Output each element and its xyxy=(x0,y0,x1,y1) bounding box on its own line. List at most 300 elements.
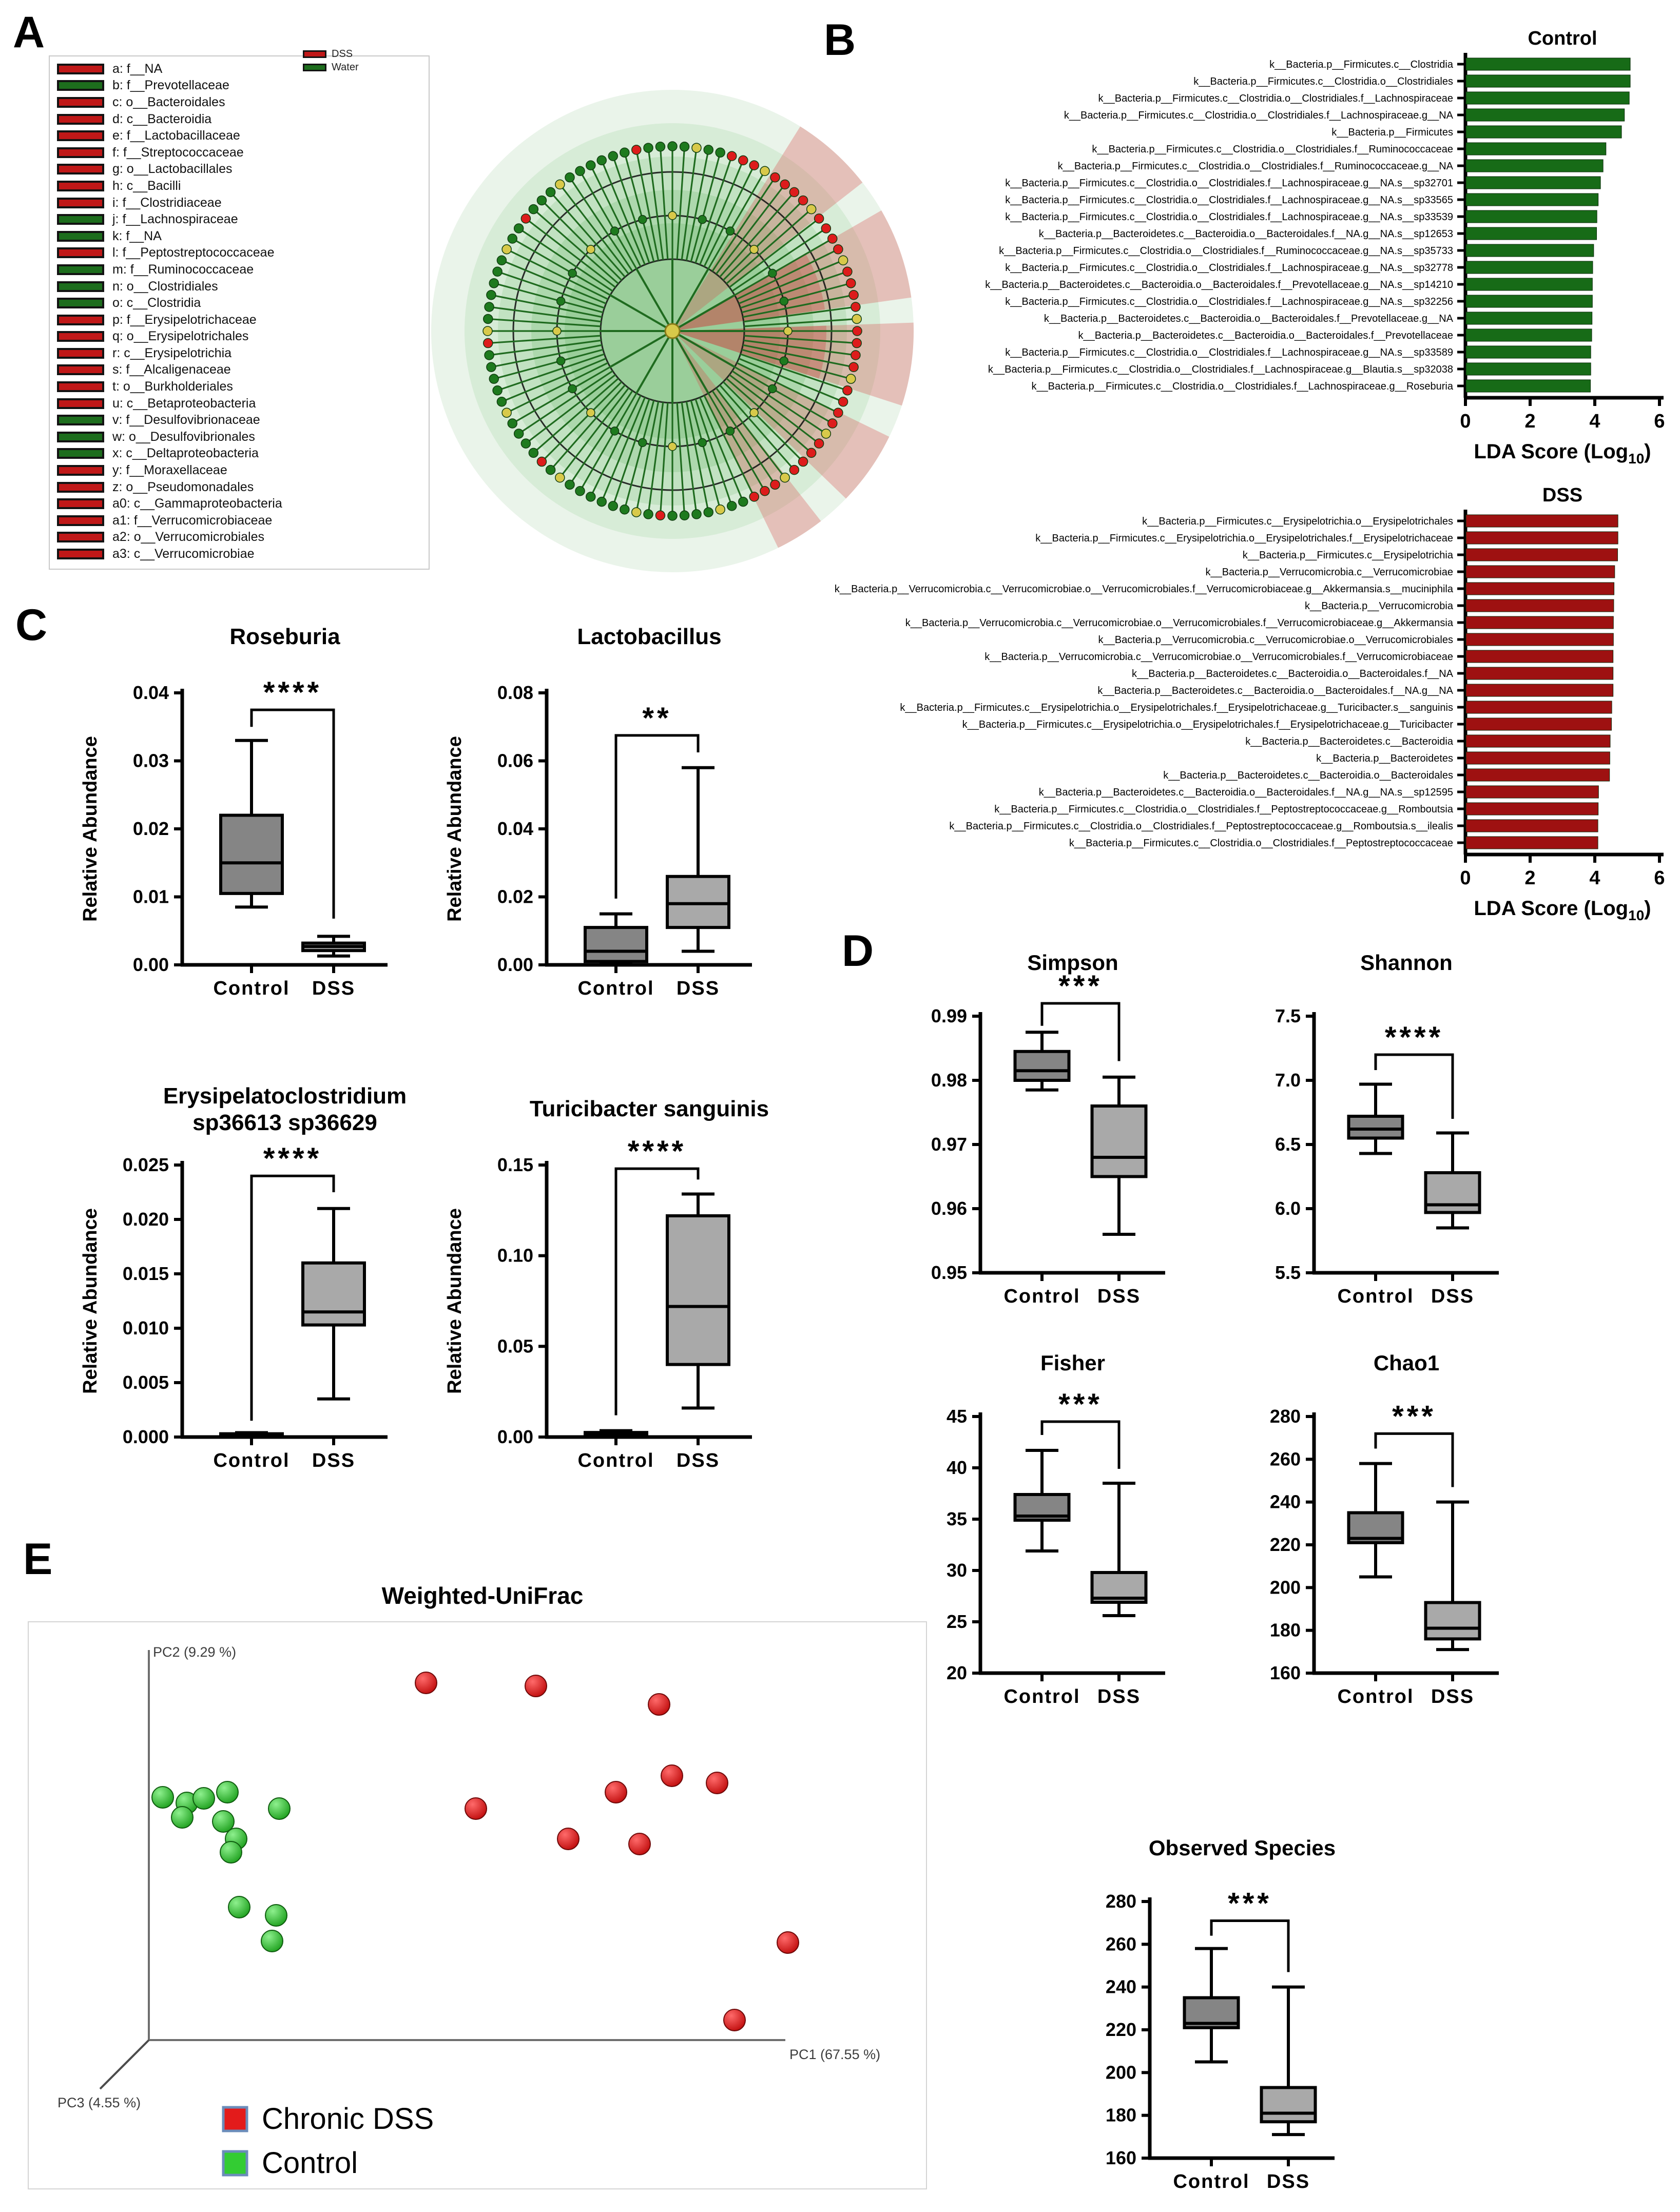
boxplot-ylabel: Relative Abundance xyxy=(444,736,466,922)
taxa-label: x: c__Deltaproteobacteria xyxy=(112,446,259,461)
clad-legend-item xyxy=(303,47,359,61)
lda-bar xyxy=(1466,109,1625,121)
boxplot-shannon xyxy=(1206,939,1514,1340)
taxa-legend-item xyxy=(57,245,429,262)
lda-row-label: k__Bacteria.p__Firmicutes.c__Clostridia.o__Clostridiales.f__Peptostreptococcaceae.g__Romboutsia xyxy=(994,804,1453,815)
group-label: DSS xyxy=(1266,2171,1310,2192)
boxplot-title: Erysipelatoclostridium xyxy=(163,1083,407,1109)
lda-row-label: k__Bacteria.p__Firmicutes.c__Clostridia.o__Clostridiales.f__Lachnospiraceae.g__NA.s__sp32701 xyxy=(1005,178,1453,189)
taxa-swatch-icon xyxy=(57,64,104,74)
pcoa-point-dss xyxy=(465,1798,487,1819)
taxa-swatch-icon xyxy=(57,482,104,493)
taxa-legend-item xyxy=(57,512,429,529)
lda-bar xyxy=(1466,532,1618,544)
svg-text:280: 280 xyxy=(1269,1406,1301,1427)
lda-bar xyxy=(1466,735,1610,747)
pcoa-pc3-label: PC3 (4.55 %) xyxy=(57,2095,141,2110)
boxplot-turicibacter xyxy=(431,1083,769,1501)
svg-text:0.05: 0.05 xyxy=(497,1335,533,1357)
boxplot-ylabel: Relative Abundance xyxy=(444,1208,466,1394)
taxa-label: e: f__Lactobacillaceae xyxy=(112,128,240,143)
boxplot-ylabel: Relative Abundance xyxy=(80,1208,101,1394)
boxplot-roseburia xyxy=(67,611,395,1029)
taxa-label: w: o__Desulfovibrionales xyxy=(112,429,255,444)
svg-text:LDA Score (Log10): LDA Score (Log$_{10}$) xyxy=(1474,897,1651,923)
group-label: DSS xyxy=(1431,1286,1475,1307)
taxa-label: a0: c__Gammaproteobacteria xyxy=(112,496,282,511)
lda-bar xyxy=(1466,616,1613,629)
box-dss xyxy=(1426,1603,1480,1639)
taxa-label: g: o__Lactobacillales xyxy=(112,162,233,177)
svg-text:0.005: 0.005 xyxy=(122,1372,169,1393)
lda-bar xyxy=(1466,650,1613,663)
boxplot-title: Chao1 xyxy=(1373,1351,1440,1375)
pcoa-legend-swatch-icon xyxy=(223,2151,247,2175)
svg-text:0.98: 0.98 xyxy=(931,1070,967,1091)
taxa-swatch-icon xyxy=(57,198,104,208)
svg-text:280: 280 xyxy=(1105,1891,1136,1912)
taxa-label: z: o__Pseudomonadales xyxy=(112,479,254,494)
pcoa-point-dss xyxy=(605,1781,627,1803)
svg-text:240: 240 xyxy=(1269,1491,1301,1512)
lda-row-label: k__Bacteria.p__Verrucomicrobia.c__Verrucomicrobiae xyxy=(1205,567,1453,578)
boxplot-chao1 xyxy=(1206,1340,1514,1740)
lda-row-label: k__Bacteria.p__Firmicutes.c__Clostridia.o__Clostridiales.f__Lachnospiraceae.g__NA.s__sp32778 xyxy=(1005,262,1453,274)
svg-text:LDA Score (Log10): LDA Score (Log$_{10}$) xyxy=(1474,440,1651,467)
boxplot-erysipelatoclostridium xyxy=(67,1083,407,1501)
lda-bar xyxy=(1466,363,1591,375)
taxa-swatch-icon xyxy=(57,515,104,526)
pcoa-point-control xyxy=(171,1807,193,1828)
lda-bar xyxy=(1466,566,1615,578)
svg-text:0.02: 0.02 xyxy=(132,818,169,839)
svg-text:25: 25 xyxy=(946,1611,967,1632)
svg-text:20: 20 xyxy=(946,1662,967,1683)
lda-row-label: k__Bacteria.p__Firmicutes.c__Erysipelotrichia.o__Erysipelotrichales.f__Erysipelotrichaceae xyxy=(1035,533,1453,544)
lda-bar xyxy=(1466,718,1612,730)
svg-text:0.97: 0.97 xyxy=(931,1134,967,1155)
box-control xyxy=(585,927,647,961)
taxa-legend-item xyxy=(57,462,429,479)
taxa-swatch-icon xyxy=(57,97,104,108)
svg-text:35: 35 xyxy=(946,1508,967,1529)
svg-text:260: 260 xyxy=(1269,1448,1301,1470)
lda-bar xyxy=(1466,549,1617,561)
svg-text:0.10: 0.10 xyxy=(497,1245,533,1266)
taxa-legend-item xyxy=(57,111,429,128)
lda-bar xyxy=(1466,786,1598,798)
svg-text:0: 0 xyxy=(1460,411,1471,432)
taxa-legend-item xyxy=(57,546,429,562)
pcoa-point-dss xyxy=(724,2009,745,2031)
group-label: Control xyxy=(577,1450,654,1471)
box-dss xyxy=(1092,1106,1146,1177)
taxa-label: l: f__Peptostreptococcaceae xyxy=(112,245,275,260)
group-label: DSS xyxy=(1097,1686,1141,1707)
boxplot-simpson xyxy=(873,939,1181,1340)
clad-legend-item xyxy=(303,61,359,74)
lda-row-label: k__Bacteria.p__Firmicutes.c__Clostridia.o__Clostridiales.f__Lachnospiraceae.g__Roseburia xyxy=(1031,381,1453,392)
lda-bar xyxy=(1466,295,1592,307)
lda-row-label: k__Bacteria.p__Firmicutes.c__Clostridia.o__Clostridiales.f__Lachnospiraceae.g__Blautia.s__sp32038 xyxy=(988,364,1453,375)
taxa-swatch-icon xyxy=(57,331,104,342)
taxa-swatch-icon xyxy=(57,80,104,91)
taxa-swatch-icon xyxy=(57,532,104,542)
svg-text:200: 200 xyxy=(1105,2062,1136,2083)
significance-stars: **** xyxy=(263,676,322,710)
svg-text:0.15: 0.15 xyxy=(497,1154,533,1175)
svg-text:0.04: 0.04 xyxy=(132,682,169,703)
lda-row-label: k__Bacteria.p__Firmicutes.c__Erysipelotrichia.o__Erysipelotrichales.f__Erysipelotrichaceae.g__Turicibacter xyxy=(962,719,1453,730)
lda-row-label: k__Bacteria.p__Firmicutes.c__Erysipelotrichia xyxy=(1242,550,1453,561)
taxa-swatch-icon xyxy=(57,231,104,242)
taxa-legend-item xyxy=(57,378,429,395)
taxa-swatch-icon xyxy=(57,298,104,308)
lda-bar xyxy=(1466,380,1591,392)
lda-bar xyxy=(1466,177,1600,189)
significance-stars: ** xyxy=(642,701,672,735)
taxa-legend-item xyxy=(57,144,429,161)
taxa-legend-item xyxy=(57,77,429,94)
lda-bar xyxy=(1466,752,1610,764)
box-dss xyxy=(667,877,729,927)
significance-stars: **** xyxy=(627,1135,687,1169)
taxa-legend-item xyxy=(57,529,429,546)
lda-row-label: k__Bacteria.p__Firmicutes.c__Clostridia.o__Clostridiales.f__Ruminococcaceae xyxy=(1092,144,1453,155)
lda-row-label: k__Bacteria.p__Verrucomicrobia xyxy=(1304,600,1453,612)
clad-legend-swatch-icon xyxy=(303,64,326,71)
pcoa-point-control xyxy=(220,1841,242,1863)
lda-row-label: k__Bacteria.p__Firmicutes xyxy=(1331,127,1453,138)
svg-text:0.02: 0.02 xyxy=(497,886,533,907)
lda-bar xyxy=(1466,803,1598,815)
pcoa-legend-label: Control xyxy=(262,2146,358,2180)
lda-row-label: k__Bacteria.p__Bacteroidetes.c__Bacteroidia.o__Bacteroidales.f__NA.g__NA.s__sp12653 xyxy=(1038,228,1453,240)
taxa-legend-item xyxy=(57,362,429,379)
taxa-swatch-icon xyxy=(57,549,104,559)
svg-text:0.08: 0.08 xyxy=(497,682,533,703)
taxa-legend-item xyxy=(57,178,429,195)
lda-bar xyxy=(1466,583,1614,595)
panel-label-d: D xyxy=(842,926,874,976)
taxa-legend-item xyxy=(57,278,429,295)
pcoa-legend-label: Chronic DSS xyxy=(262,2102,434,2136)
lda-bar xyxy=(1466,227,1597,240)
box-dss xyxy=(1426,1173,1480,1213)
lda-row-label: k__Bacteria.p__Firmicutes.c__Clostridia.o__Clostridiales.f__Lachnospiraceae.g__NA.s__sp33565 xyxy=(1005,195,1453,206)
lda-row-label: k__Bacteria.p__Bacteroidetes.c__Bacteroidia.o__Bacteroidales.f__Prevotellaceae xyxy=(1078,330,1453,341)
svg-text:6.0: 6.0 xyxy=(1275,1198,1301,1219)
lda-bar xyxy=(1466,820,1598,832)
pcoa-point-dss xyxy=(525,1675,547,1697)
taxa-label: b: f__Prevotellaceae xyxy=(112,78,229,93)
svg-text:7.0: 7.0 xyxy=(1275,1070,1301,1091)
pcoa-point-dss xyxy=(629,1833,650,1855)
svg-text:6: 6 xyxy=(1654,867,1665,889)
taxa-swatch-icon xyxy=(57,315,104,325)
cladogram-taxa-legend xyxy=(49,55,430,570)
boxplot-title: Observed Species xyxy=(1148,1836,1336,1860)
pcoa-point-control xyxy=(217,1781,238,1803)
taxa-label: u: c__Betaproteobacteria xyxy=(112,396,256,411)
lda-chart-dss xyxy=(708,485,1673,937)
svg-text:0.03: 0.03 xyxy=(132,750,169,771)
svg-text:0: 0 xyxy=(1460,867,1471,889)
lda-row-label: k__Bacteria.p__Firmicutes.c__Clostridia.o__Clostridiales xyxy=(1193,76,1453,87)
svg-text:0.00: 0.00 xyxy=(497,954,533,975)
taxa-swatch-icon xyxy=(57,164,104,174)
group-label: Control xyxy=(1173,2171,1250,2192)
taxa-label: t: o__Burkholderiales xyxy=(112,379,233,394)
pcoa-point-dss xyxy=(777,1932,799,1953)
svg-text:180: 180 xyxy=(1105,2104,1136,2126)
taxa-label: a2: o__Verrucomicrobiales xyxy=(112,530,264,545)
taxa-legend-item xyxy=(57,412,429,429)
group-label: DSS xyxy=(312,978,356,999)
cladogram-group-legend xyxy=(303,47,359,74)
lda-chart-control xyxy=(708,28,1673,480)
svg-text:7.5: 7.5 xyxy=(1275,1005,1301,1026)
svg-text:5.5: 5.5 xyxy=(1275,1262,1301,1283)
lda-row-label: k__Bacteria.p__Firmicutes.c__Clostridia.o__Clostridiales.f__Lachnospiraceae.g__NA xyxy=(1064,110,1453,121)
lda-bar xyxy=(1466,92,1629,104)
lda-row-label: k__Bacteria.p__Firmicutes.c__Clostridia.o__Clostridiales.f__Peptostreptococcaceae xyxy=(1069,838,1453,849)
pcoa-point-control xyxy=(228,1896,250,1918)
taxa-label: o: c__Clostridia xyxy=(112,296,201,311)
lda-row-label: k__Bacteria.p__Bacteroidetes.c__Bacteroidia xyxy=(1245,736,1453,747)
pcoa-legend-swatch-icon xyxy=(223,2107,247,2131)
significance-stars: *** xyxy=(1392,1400,1436,1433)
lda-bar xyxy=(1466,58,1630,70)
taxa-swatch-icon xyxy=(57,130,104,141)
pcoa-point-dss xyxy=(661,1765,683,1787)
svg-text:220: 220 xyxy=(1269,1534,1301,1555)
group-label: Control xyxy=(213,978,290,999)
svg-text:200: 200 xyxy=(1269,1577,1301,1598)
taxa-swatch-icon xyxy=(57,147,104,158)
lda-bar xyxy=(1466,278,1592,290)
lda-row-label: k__Bacteria.p__Bacteroidetes.c__Bacteroidia.o__Bacteroidales.f__Prevotellaceae.g__NA.s__sp14210 xyxy=(985,279,1453,290)
svg-text:260: 260 xyxy=(1105,1933,1136,1955)
pcoa-point-dss xyxy=(706,1772,728,1794)
pcoa-pc1-label: PC1 (67.55 %) xyxy=(789,2047,881,2062)
taxa-legend-item xyxy=(57,429,429,445)
lda-bar xyxy=(1466,515,1618,527)
svg-text:160: 160 xyxy=(1269,1662,1301,1683)
lda-bar xyxy=(1466,143,1606,155)
pcoa-point-control xyxy=(261,1930,283,1952)
panel-label-b: B xyxy=(824,15,856,65)
lda-bar xyxy=(1466,261,1593,274)
group-label: DSS xyxy=(676,1450,720,1471)
taxa-swatch-icon xyxy=(57,264,104,275)
svg-text:0.96: 0.96 xyxy=(931,1198,967,1219)
svg-text:2: 2 xyxy=(1524,411,1536,432)
lda-bar xyxy=(1466,667,1613,680)
lda-bar xyxy=(1466,684,1613,696)
lda-row-label: k__Bacteria.p__Firmicutes.c__Clostridia.o__Clostridiales.f__Lachnospiraceae.g__NA.s__sp32256 xyxy=(1005,296,1453,307)
lda-bar xyxy=(1466,312,1592,324)
taxa-legend-item xyxy=(57,161,429,178)
svg-text:2: 2 xyxy=(1524,867,1536,889)
significance-stars: *** xyxy=(1058,1388,1103,1421)
taxa-swatch-icon xyxy=(57,364,104,375)
taxa-legend-item xyxy=(57,312,429,328)
svg-text:240: 240 xyxy=(1105,1976,1136,1997)
taxa-label: p: f__Erysipelotrichaceae xyxy=(112,312,257,327)
box-control xyxy=(221,816,282,894)
lda-bar xyxy=(1466,599,1614,612)
svg-text:160: 160 xyxy=(1105,2147,1136,2168)
taxa-swatch-icon xyxy=(57,247,104,258)
taxa-legend-item xyxy=(57,94,429,111)
taxa-legend-item xyxy=(57,445,429,462)
taxa-label: a3: c__Verrucomicrobiae xyxy=(112,547,255,561)
svg-text:0.015: 0.015 xyxy=(122,1263,169,1284)
boxplot-observed-species xyxy=(1042,1825,1350,2212)
svg-text:DSS: DSS xyxy=(1542,484,1583,506)
taxa-label: c: o__Bacteroidales xyxy=(112,94,225,109)
taxa-label: k: f__NA xyxy=(112,228,162,243)
group-label: Control xyxy=(577,978,654,999)
svg-text:180: 180 xyxy=(1269,1619,1301,1641)
taxa-legend-item xyxy=(57,228,429,245)
lda-bar xyxy=(1466,160,1603,172)
panel-label-c: C xyxy=(15,600,48,650)
svg-text:0.95: 0.95 xyxy=(931,1262,967,1283)
box-dss xyxy=(1262,2088,1316,2122)
lda-row-label: k__Bacteria.p__Bacteroidetes.c__Bacteroidia.o__Bacteroidales.f__NA.g__NA.s__sp12595 xyxy=(1038,787,1453,798)
pcoa-point-dss xyxy=(648,1694,670,1715)
pcoa-point-dss xyxy=(415,1672,437,1694)
taxa-swatch-icon xyxy=(57,114,104,125)
lda-bar xyxy=(1466,126,1621,138)
pcoa-point-control xyxy=(193,1788,215,1809)
box-dss xyxy=(303,1263,364,1325)
taxa-swatch-icon xyxy=(57,448,104,459)
group-label: Control xyxy=(213,1450,290,1471)
svg-text:0.06: 0.06 xyxy=(497,750,533,771)
box-dss xyxy=(667,1216,729,1365)
lda-row-label: k__Bacteria.p__Firmicutes.c__Clostridia.o__Clostridiales.f__Lachnospiraceae.g__NA.s__sp33589 xyxy=(1005,347,1453,358)
taxa-label: q: o__Erysipelotrichales xyxy=(112,329,249,344)
lda-bar xyxy=(1466,244,1594,257)
clad-legend-label: DSS xyxy=(332,48,353,60)
lda-bar xyxy=(1466,837,1598,849)
pcoa-pc2-label: PC2 (9.29 %) xyxy=(153,1644,237,1660)
taxa-label: m: f__Ruminococcaceae xyxy=(112,262,254,277)
lda-bar xyxy=(1466,346,1591,358)
svg-text:0.01: 0.01 xyxy=(132,886,169,907)
lda-bar xyxy=(1466,769,1610,781)
taxa-legend-item xyxy=(57,127,429,144)
taxa-legend-item xyxy=(57,261,429,278)
boxplot-title: Roseburia xyxy=(229,624,340,649)
taxa-swatch-icon xyxy=(57,465,104,476)
pcoa-point-control xyxy=(152,1787,173,1808)
svg-text:0.00: 0.00 xyxy=(497,1426,533,1447)
taxa-label: a: f__NA xyxy=(112,61,163,76)
taxa-swatch-icon xyxy=(57,348,104,359)
svg-text:0.000: 0.000 xyxy=(122,1426,169,1447)
panel-label-e: E xyxy=(23,1535,53,1584)
lda-bar xyxy=(1466,75,1630,87)
group-label: DSS xyxy=(312,1450,356,1471)
taxa-label: d: c__Bacteroidia xyxy=(112,111,212,126)
box-control xyxy=(1015,1052,1069,1080)
panel-label-a: A xyxy=(13,8,45,57)
taxa-legend-item xyxy=(57,395,429,412)
pcoa-point-control xyxy=(268,1798,290,1819)
lda-row-label: k__Bacteria.p__Bacteroidetes xyxy=(1316,753,1453,764)
taxa-legend-item xyxy=(57,295,429,312)
svg-text:0.020: 0.020 xyxy=(122,1209,169,1230)
lda-row-label: k__Bacteria.p__Firmicutes.c__Erysipelotrichia.o__Erysipelotrichales xyxy=(1142,516,1453,527)
taxa-label: v: f__Desulfovibrionaceae xyxy=(112,413,260,428)
boxplot-lactobacillus xyxy=(431,611,760,1029)
clad-legend-swatch-icon xyxy=(303,50,326,58)
taxa-legend-item xyxy=(57,345,429,362)
taxa-swatch-icon xyxy=(57,498,104,509)
svg-text:40: 40 xyxy=(946,1457,967,1478)
taxa-label: f: f__Streptococcaceae xyxy=(112,145,244,160)
lda-row-label: k__Bacteria.p__Verrucomicrobia.c__Verrucomicrobiae.o__Verrucomicrobiales xyxy=(1098,634,1453,646)
lda-bar xyxy=(1466,329,1592,341)
taxa-label: n: o__Clostridiales xyxy=(112,279,218,294)
group-label: Control xyxy=(1337,1686,1414,1707)
taxa-legend-item xyxy=(57,195,429,211)
group-label: DSS xyxy=(1431,1686,1475,1707)
group-label: Control xyxy=(1003,1686,1080,1707)
lda-row-label: k__Bacteria.p__Bacteroidetes.c__Bacteroidia.o__Bacteroidales xyxy=(1163,770,1453,781)
lda-row-label: k__Bacteria.p__Bacteroidetes.c__Bacteroidia.o__Bacteroidales.f__Prevotellaceae.g__NA xyxy=(1044,313,1453,324)
svg-text:6.5: 6.5 xyxy=(1275,1134,1301,1155)
taxa-label: i: f__Clostridiaceae xyxy=(112,195,222,210)
taxa-swatch-icon xyxy=(57,398,104,409)
boxplot-title: Lactobacillus xyxy=(577,624,722,649)
lda-bar xyxy=(1466,193,1598,206)
taxa-swatch-icon xyxy=(57,381,104,392)
pcoa-point-dss xyxy=(557,1828,579,1850)
lda-row-label: k__Bacteria.p__Verrucomicrobia.c__Verrucomicrobiae.o__Verrucomicrobiales.f__Verrucomicrobiaceae.g__Akkermansia.s__muciniphila xyxy=(834,584,1453,595)
taxa-swatch-icon xyxy=(57,432,104,442)
lda-row-label: k__Bacteria.p__Bacteroidetes.c__Bacteroidia.o__Bacteroidales.f__NA.g__NA xyxy=(1097,685,1453,696)
svg-text:0.00: 0.00 xyxy=(132,954,169,975)
pcoa-plot xyxy=(21,1565,939,2207)
lda-row-label: k__Bacteria.p__Verrucomicrobia.c__Verrucomicrobiae.o__Verrucomicrobiales.f__Verrucomicrobiaceae xyxy=(984,651,1453,663)
group-label: Control xyxy=(1003,1286,1080,1307)
taxa-swatch-icon xyxy=(57,415,104,425)
taxa-legend-item xyxy=(57,328,429,345)
lda-row-label: k__Bacteria.p__Firmicutes.c__Erysipelotrichia.o__Erysipelotrichales.f__Erysipelotrichaceae.g__Turicibacter.s__sanguinis xyxy=(900,702,1453,713)
lda-row-label: k__Bacteria.p__Firmicutes.c__Clostridia.o__Clostridiales.f__Lachnospiraceae xyxy=(1098,93,1453,104)
box-control xyxy=(1349,1116,1403,1138)
svg-text:220: 220 xyxy=(1105,2019,1136,2040)
svg-text:4: 4 xyxy=(1589,411,1600,432)
boxplot-title: Simpson xyxy=(1027,950,1118,975)
significance-stars: *** xyxy=(1228,1887,1272,1920)
taxa-legend-item xyxy=(57,61,429,77)
taxa-label: r: c__Erysipelotrichia xyxy=(112,345,232,360)
taxa-legend-item xyxy=(57,495,429,512)
svg-text:6: 6 xyxy=(1654,411,1665,432)
svg-text:4: 4 xyxy=(1589,867,1600,889)
lda-row-label: k__Bacteria.p__Bacteroidetes.c__Bacteroidia.o__Bacteroidales.f__NA xyxy=(1132,668,1453,680)
boxplot-title: Shannon xyxy=(1360,950,1453,975)
taxa-legend-item xyxy=(57,211,429,228)
taxa-swatch-icon xyxy=(57,214,104,225)
lda-bar xyxy=(1466,633,1613,646)
